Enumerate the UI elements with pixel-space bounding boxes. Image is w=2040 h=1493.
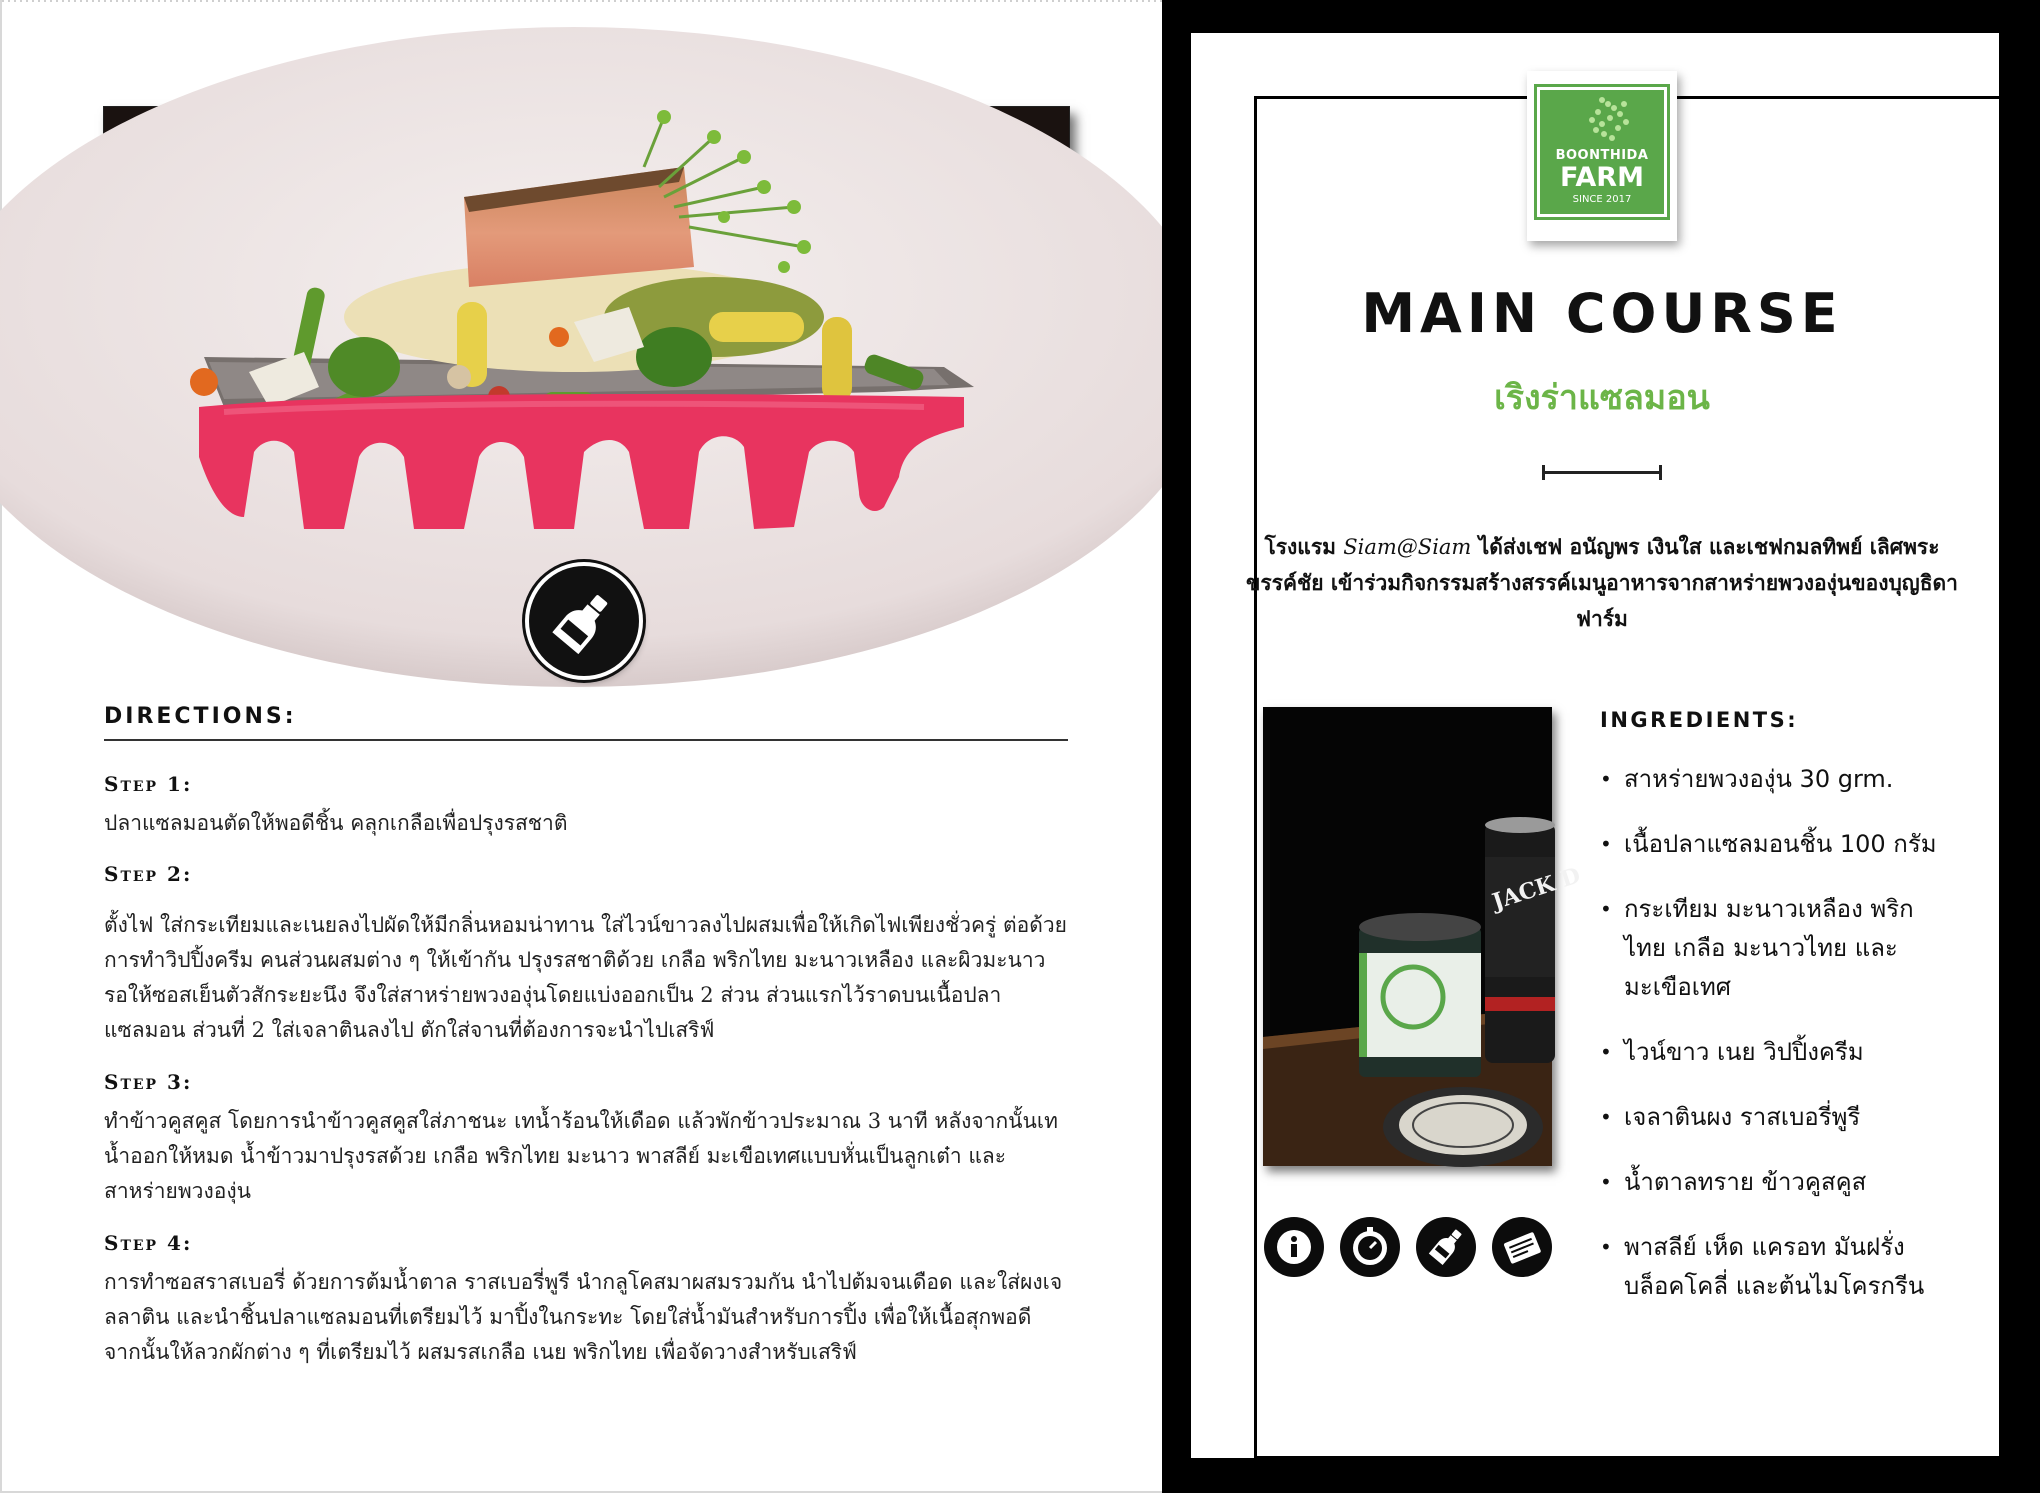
logo-since: SINCE 2017 [1572, 194, 1632, 205]
ingredient-item: • ไวน์ขาว เนย วิปปิ้งครีม [1598, 1033, 1950, 1072]
wine-bottle-icon [1416, 1217, 1476, 1277]
ingredient-item: • พาสลีย์ เห็ด แครอท มันฝรั่ง บล็อคโคลี่ และต้นไมโครกรีน [1598, 1228, 1950, 1306]
salmon-dish-photo [103, 106, 1070, 530]
ingredient-item: • เจลาตินผง ราสเบอรี่พูรี [1598, 1098, 1950, 1137]
wine-bottle-icon [529, 566, 639, 676]
step-4-title: Step 4: [104, 1231, 193, 1255]
logo-badge [1537, 87, 1667, 217]
seaweed-icon [1540, 90, 1664, 150]
svg-text:JACK D: JACK D [1489, 862, 1584, 916]
logo-name-line1: BOONTHIDA [1555, 148, 1649, 163]
ingredients-list [1598, 760, 1950, 1332]
intro-part2: ได้ส่งเชฟ อนัญพร เงินใส และเชฟกมลทิพย์ เลิศพระขรรค์ชัย เข้าร่วมกิจกรรมสร้างสรรค์เมนูอาหารจากสาหร่ายพวงองุ่นของบุญธิดาฟาร์ม [1246, 535, 1958, 631]
info-button[interactable] [1264, 1217, 1324, 1277]
step-1-text: ปลาแซลมอนตัดให้พอดีชิ้น คลุกเกลือเพื่อปรุงรสชาติ [104, 811, 568, 835]
step-3-title: Step 3: [104, 1070, 193, 1094]
ingredients-heading: INGREDIENTS: [1600, 708, 1799, 732]
timer-button[interactable] [1340, 1217, 1400, 1277]
ingredient-item: • เนื้อปลาแซลมอนชิ้น 100 กรัม [1598, 825, 1950, 864]
recipe-button[interactable] [1492, 1217, 1552, 1277]
logo-name-line2: FARM [1560, 162, 1644, 193]
step-4-text: การทำซอสราสเบอรี่ ด้วยการต้มน้ำตาล ราสเบอรี่พูรี นำกลูโคสมาผสมรวมกัน นำไปต้มจนเดือด และใส่ผงเจลลาติน และนำชิ้นปลาแซลมอนที่เตรียมไว้ มาปิ้งในกระทะ โดยใส่น้ำมันสำหรับการปิ้ง เพื่อให้เนื้อสุกพอดี จากนั้นให้ลวกผักต่าง ๆ ที่เตรียมไว้ ผสมรสเกลือ เนย พริกไทย เพื่อจัดวางสำหรับเสริฟ์ [104, 1270, 1063, 1364]
wine-bottle-button[interactable] [529, 566, 639, 676]
intro-hotel-name: Siam@Siam [1343, 535, 1472, 559]
timer-icon [1340, 1217, 1400, 1277]
directions-heading: DIRECTIONS: [104, 704, 1068, 741]
page-title: MAIN COURSE [1361, 282, 1843, 345]
recipe-card-icon [1492, 1217, 1552, 1277]
step-2-text: ตั้งไฟ ใส่กระเทียมและเนยลงไปผัดให้มีกลิ่นหอมน่าทาน ใส่ไวน์ขาวลงไปผสมเพื่อให้เกิดไฟเพียงชั่วครู่ ต่อด้วยการทำวิปปิ้งครีม คนส่วนผสมต่าง ๆ ให้เข้ากัน ปรุงรสชาติด้วย เกลือ พริกไทย มะนาวเหลือง และผิวมะนาว รอให้ซอสเย็นตัวสักระยะนึง จึงใส่สาหร่ายพวงองุ่นโดยแบ่งออกเป็น 2 ส่วน ส่วนแรกไว้ราดบนเนื้อปลาแซลมอน ส่วนที่ 2 ใส่เจลาตินลงไป ตักใส่จานที่ต้องการจะนำไปเสริฟ์ [104, 913, 1067, 1042]
ingredient-item: • น้ำตาลทราย ข้าวคูสคูส [1598, 1163, 1950, 1202]
title-divider [1542, 471, 1662, 474]
intro-paragraph [1240, 529, 1964, 637]
ingredient-item: • สาหร่ายพวงองุ่น 30 grm. [1598, 760, 1950, 799]
product-photo [1263, 707, 1584, 1166]
step-1-title: Step 1: [104, 772, 193, 796]
step-2-title: Step 2: [104, 862, 193, 886]
dish-name: เริงร่าแซลมอน [1494, 378, 1710, 418]
wine-button[interactable] [1416, 1217, 1476, 1277]
info-icon [1264, 1217, 1324, 1277]
ingredient-item: • กระเทียม มะนาวเหลือง พริกไทย เกลือ มะนาวไทย และมะเขือเทศ [1598, 890, 1950, 1007]
step-3-text: ทำข้าวคูสคูส โดยการนำข้าวคูสคูสใส่ภาชนะ เทน้ำร้อนให้เดือด แล้วพักข้าวประมาณ 3 นาที หลังจากนั้นเทน้ำออกให้หมด น้ำข้าวมาปรุงรสด้วย เกลือ พริกไทย มะนาว พาสลีย์ มะเขือเทศแบบหั่นเป็นลูกเต๋า และสาหร่ายพวงองุ่น [104, 1109, 1058, 1203]
intro-part1: โรงแรม [1264, 535, 1344, 559]
boonthida-farm-logo [1527, 71, 1677, 241]
